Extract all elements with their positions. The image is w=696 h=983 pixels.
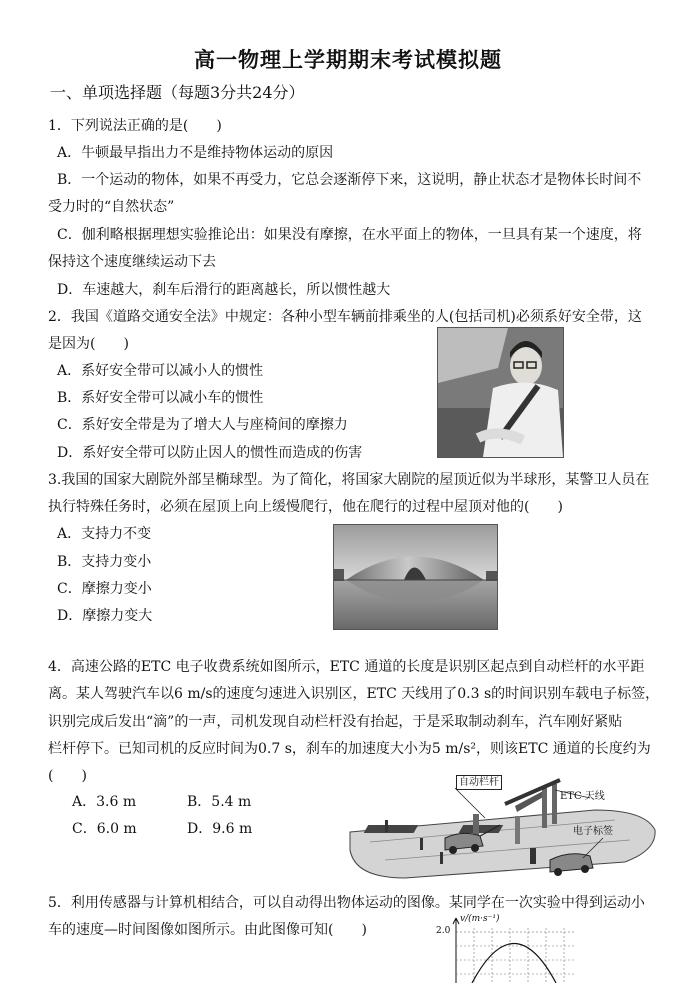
q1-stem: 1．下列说法正确的是( ) <box>48 118 222 134</box>
q2-option-c: C．系好安全带是为了增大人与座椅间的摩擦力 <box>57 417 348 433</box>
grand-theatre-photo <box>333 524 498 630</box>
q2-option-a: A．系好安全带可以减小人的惯性 <box>57 363 264 379</box>
q4-stem-cont-3: 栏杆停下。已知司机的反应时间为0.7 s，刹车的加速度大小为5 m/s²，则该ETC 通道的长度约为 <box>48 741 651 757</box>
q2-option-b: B．系好安全带可以减小车的惯性 <box>57 390 264 406</box>
etc-diagram <box>345 770 665 885</box>
q1-option-a: A．牛顿最早指出力不是维持物体运动的原因 <box>57 145 334 161</box>
q4-option-a: A．3.6 m <box>72 794 137 810</box>
seatbelt-photo <box>437 327 564 458</box>
q4-stem-cont-4: ( ) <box>48 768 87 784</box>
q3-stem-cont: 执行特殊任务时，必须在屋顶上向上缓慢爬行，他在爬行的过程中屋顶对他的( ) <box>48 499 563 515</box>
q5-stem-cont: 车的速度—时间图像如图所示。由此图像可知( ) <box>48 922 367 938</box>
page-title: 高一物理上学期期末考试模拟题 <box>194 47 502 72</box>
q3-option-c: C．摩擦力变小 <box>57 581 152 597</box>
q4-option-b: B．5.4 m <box>187 794 252 810</box>
q4-option-c: C．6.0 m <box>72 821 137 837</box>
etc-label-gate: 自动栏杆 <box>456 775 502 790</box>
q4-stem: 4．高速公路的ETC 电子收费系统如图所示，ETC 通道的长度是识别区起点到自动栏杆的水平距 <box>48 659 645 675</box>
vt-graph-ytick: 2.0 <box>436 926 451 936</box>
q1-option-b-cont: 受力时的“自然状态” <box>48 199 175 215</box>
q1-option-c-cont: 保持这个速度继续运动下去 <box>48 254 216 270</box>
vt-graph <box>434 914 584 983</box>
q3-option-b: B．支持力变小 <box>57 554 152 570</box>
q2-stem: 2．我国《道路交通安全法》中规定：各种小型车辆前排乘坐的人(包括司机)必须系好安全带，这 <box>48 309 642 325</box>
q4-option-d: D．9.6 m <box>187 821 253 837</box>
vt-graph-ylabel: v/(m·s⁻¹) <box>460 914 500 924</box>
q1-option-c: C．伽利略根据理想实验推论出：如果没有摩擦，在水平面上的物体，一旦具有某一个速度，将 <box>57 227 642 243</box>
q4-stem-cont-1: 离。某人驾驶汽车以6 m/s的速度匀速进入识别区，ETC 天线用了0.3 s的时间识别车载电子标签， <box>48 686 660 702</box>
q1-option-d: D．车速越大，刹车后滑行的距离越长，所以惯性越大 <box>57 282 391 298</box>
q1-option-b: B．一个运动的物体，如果不再受力，它总会逐渐停下来，这说明，静止状态才是物体长时间不 <box>57 172 642 188</box>
q4-stem-cont-2: 识别完成后发出“滴”的一声，司机发现自动栏杆没有抬起，于是采取制动刹车，汽车刚好紧贴 <box>48 714 623 730</box>
q2-option-d: D．系好安全带可以防止因人的惯性而造成的伤害 <box>57 445 363 461</box>
q3-option-d: D．摩擦力变大 <box>57 608 153 624</box>
q2-stem-cont: 是因为( ) <box>48 336 129 352</box>
q5-stem: 5．利用传感器与计算机相结合，可以自动得出物体运动的图像。某同学在一次实验中得到运动小 <box>48 895 645 911</box>
etc-label-antenna: ETC 天线 <box>560 791 605 802</box>
section-heading: 一、单项选择题（每题3分共24分） <box>50 83 305 102</box>
q3-stem: 3.我国的国家大剧院外部呈椭球型。为了简化，将国家大剧院的屋顶近似为半球形，某警卫人员在 <box>48 472 650 488</box>
etc-label-tag: 电子标签 <box>573 826 613 837</box>
q3-option-a: A．支持力不变 <box>57 526 152 542</box>
